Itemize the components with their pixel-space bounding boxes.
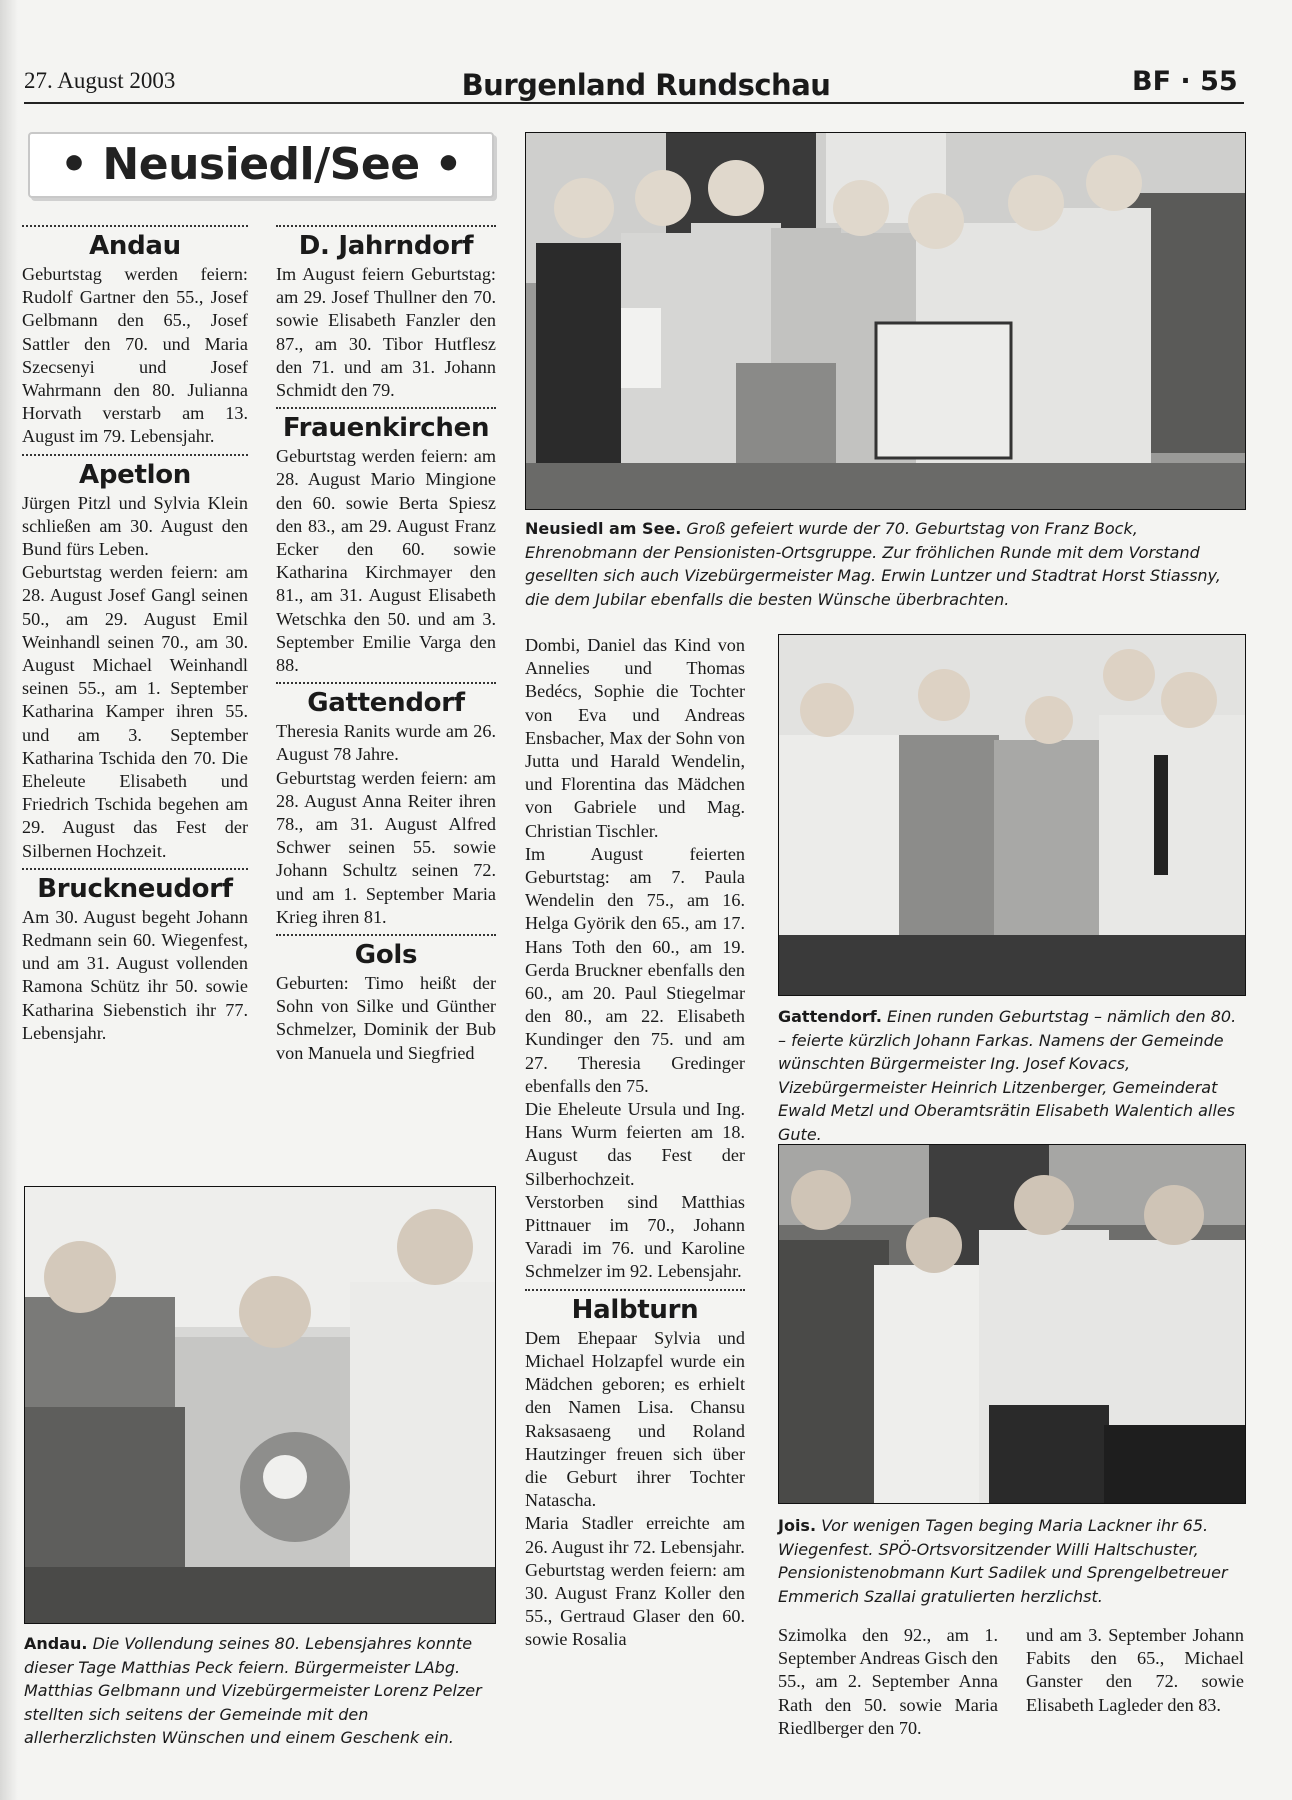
article-text: Szimolka den 92., am 1. September Andreas Gisch den 55., am 2. September Anna Rath den 50. sowie Maria Riedlberger den 70. xyxy=(778,1625,998,1738)
section-head-frauenkirchen: Frauenkirchen xyxy=(282,413,490,444)
article-text: Geburtstag werden feiern: am 28. August Josef Gangl seinen 50., am 29. August Emil Weinhandl seinen 70., am 30. August Michael Weinhandl seinen 55., am 1. September Katharina Kamper ihren 55. und am 3. September Katharina Tschida den 70. Die Eheleute Elisabeth und Friedrich Tschida begehen am 29. August das Fest der Silbernen Hochzeit. xyxy=(22,562,248,861)
section-divider xyxy=(276,682,496,684)
caption-text: Vor wenigen Tagen beging Maria Lackner ihr 65. Wiegenfest. SPÖ-Ortsvorsitzender Willi Haltschuster, Pensionistenobmann Kurt Sadilek und Sprengelbetreuer Emmerich Szallai gratulierten herzlichst. xyxy=(778,1516,1228,1606)
page-edge-shadow xyxy=(0,0,18,1800)
caption-jois xyxy=(778,1514,1244,1608)
article-text: Maria Stadler erreichte am 26. August ihr 72. Lebensjahr. xyxy=(525,1513,745,1557)
article-text: Im August feierten Geburtstag: am 7. Paula Wendelin den 75., am 16. Helga Györik den 65., am 17. Hans Toth den 60., am 19. Gerda Bruckner ebenfalls den 60., am 20. Paul Stiegelmar den 80., am 22. Elisabeth Kundinger den 75. und am 27. Theresia Gredinger ebenfalls den 75. xyxy=(525,843,745,1096)
region-banner-title: • Neusiedl/See • xyxy=(59,139,462,190)
article-text: und am 3. September Johann Fabits den 65., Michael Ganster den 72. sowie Elisabeth Lagleder den 83. xyxy=(1026,1625,1244,1715)
section-head-d-jahrndorf: D. Jahrndorf xyxy=(298,231,474,261)
column-1 xyxy=(22,220,248,1045)
section-head-halbturn: Halbturn xyxy=(571,1294,699,1325)
newspaper-title: Burgenland Rundschau xyxy=(461,68,831,102)
photo-neusiedl-group xyxy=(525,132,1246,510)
article-text: Dem Ehepaar Sylvia und Michael Holzapfel wurde ein Mädchen geboren; es erhielt den Namen Lisa. Chansu Raksasaeng und Roland Hautzinger freuen sich über die Geburt ihrer Tochter Natascha. xyxy=(525,1327,745,1511)
article-text: Geburtstag werden feiern: Rudolf Gartner den 55., Josef Gelbmann den 65., Josef Sattler den 70. und Maria Szecsenyi und Josef Wahrmann den 80. Julianna Horvath verstarb am 13. August im 79. Lebensjahr. xyxy=(22,264,248,447)
article-text: Geburtstag werden feiern: am 30. August Franz Koller den 55., Gertraud Glaser den 60. sowie Rosalia xyxy=(525,1559,745,1650)
issue-date: 27. August 2003 xyxy=(24,68,176,93)
section-head-bruckneudorf: Bruckneudorf xyxy=(37,873,233,904)
article-text: Die Eheleute Ursula und Ing. Hans Wurm feierten am 18. August das Fest der Silberhochzeit. xyxy=(525,1099,745,1189)
caption-place: Jois. xyxy=(778,1516,817,1535)
photo-jois-group xyxy=(778,1144,1246,1504)
section-divider xyxy=(22,868,248,870)
section-divider xyxy=(276,225,496,227)
photo-andau-group xyxy=(24,1186,496,1624)
column-2 xyxy=(276,220,496,1065)
page-number: BF · 55 xyxy=(1132,66,1238,97)
article-text: Am 30. August begeht Johann Redmann sein 60. Wiegenfest, und am 31. August vollenden Ramona Schütz ihr 50. sowie Katharina Siebenstich ihr 77. Lebensjahr. xyxy=(22,906,248,1043)
caption-neusiedl xyxy=(525,517,1244,611)
article-text: Geburten: Timo heißt der Sohn von Silke und Günther Schmelzer, Dominik der Bub von Manuela und Siegfried xyxy=(276,973,496,1063)
section-divider xyxy=(525,1289,745,1291)
article-text: Im August feiern Geburtstag: am 29. Josef Thullner den 70. sowie Elisabeth Fanzler den 87., am 30. Tibor Hutflesz den 71. und am 31. Johann Schmidt den 79. xyxy=(276,264,496,401)
photo-gattendorf-group xyxy=(778,634,1246,996)
column-5 xyxy=(1026,1624,1244,1717)
section-head-apetlon: Apetlon xyxy=(79,459,191,490)
section-divider xyxy=(276,407,496,409)
article-text: Geburtstag werden feiern: am 28. August Mario Mingione den 60. sowie Berta Spiesz den 83., am 29. August Franz Ecker den 60. sowie Katharina Kirchmayer den 81., am 31. August Elisabeth Wetschka den 50. und am 3. September Emilie Varga den 88. xyxy=(276,446,496,676)
caption-place: Gattendorf. xyxy=(778,1007,882,1026)
caption-gattendorf xyxy=(778,1005,1244,1146)
caption-text: Einen runden Geburtstag – nämlich den 80. – feierte kürzlich Johann Farkas. Namens der Gemeinde wünschten Bürgermeister Ing. Josef Kovacs, Vizebürgermeister Heinrich Litzenberger, Gemeinderat Ewald Metzl und Oberamtsrätin Elisabeth Walentich alles Gute. xyxy=(778,1007,1237,1144)
caption-andau xyxy=(24,1632,494,1750)
article-text: Geburtstag werden feiern: am 28. August Anna Reiter ihren 78., am 31. August Alfred Schwer seinen 55. sowie Johann Schultz seinen 72. und am 1. September Maria Krieg ihren 81. xyxy=(276,767,496,927)
section-head-gols: Gols xyxy=(354,940,418,971)
section-divider xyxy=(22,454,248,456)
section-divider xyxy=(22,225,248,227)
column-4 xyxy=(778,1624,998,1740)
caption-place: Neusiedl am See. xyxy=(525,519,682,538)
section-divider xyxy=(276,934,496,936)
section-head-gattendorf: Gattendorf xyxy=(307,688,465,719)
region-banner xyxy=(28,132,494,198)
caption-place: Andau. xyxy=(24,1634,88,1653)
header-rule xyxy=(24,102,1244,104)
caption-text: Die Vollendung seines 80. Lebensjahres konnte dieser Tage Matthias Peck feiern. Bürgermeister LAbg. Matthias Gelbmann und Vizebürgermeister Lorenz Pelzer stellten sich seitens der Gemeinde mit den allerherzlichsten Wünschen und einem Geschenk ein. xyxy=(24,1634,482,1747)
column-3 xyxy=(525,634,745,1652)
article-text: Jürgen Pitzl und Sylvia Klein schließen am 30. August den Bund fürs Leben. xyxy=(22,492,248,560)
article-text: Theresia Ranits wurde am 26. August 78 Jahre. xyxy=(276,721,496,765)
article-text: Dombi, Daniel das Kind von Annelies und Thomas Bedécs, Sophie die Tochter von Eva und Andreas Ensbacher, Max der Sohn von Jutta und Harald Wendelin, und Florentina das Mädchen von Gabriele und Mag. Christian Tischler. xyxy=(525,635,745,841)
caption-text: Groß gefeiert wurde der 70. Geburtstag von Franz Bock, Ehrenobmann der Pensionisten-Ortsgruppe. Zur fröhlichen Runde mit dem Vorstand gesellten sich auch Vizebürgermeister Mag. Erwin Luntzer und Stadtrat Horst Stiassny, die dem Jubilar ebenfalls die besten Wünsche überbrachten. xyxy=(525,519,1221,609)
section-head-andau: Andau xyxy=(89,231,181,261)
article-text: Verstorben sind Matthias Pittnauer im 70., Johann Varadi im 76. und Karoline Schmelzer im 92. Lebensjahr. xyxy=(525,1191,745,1282)
